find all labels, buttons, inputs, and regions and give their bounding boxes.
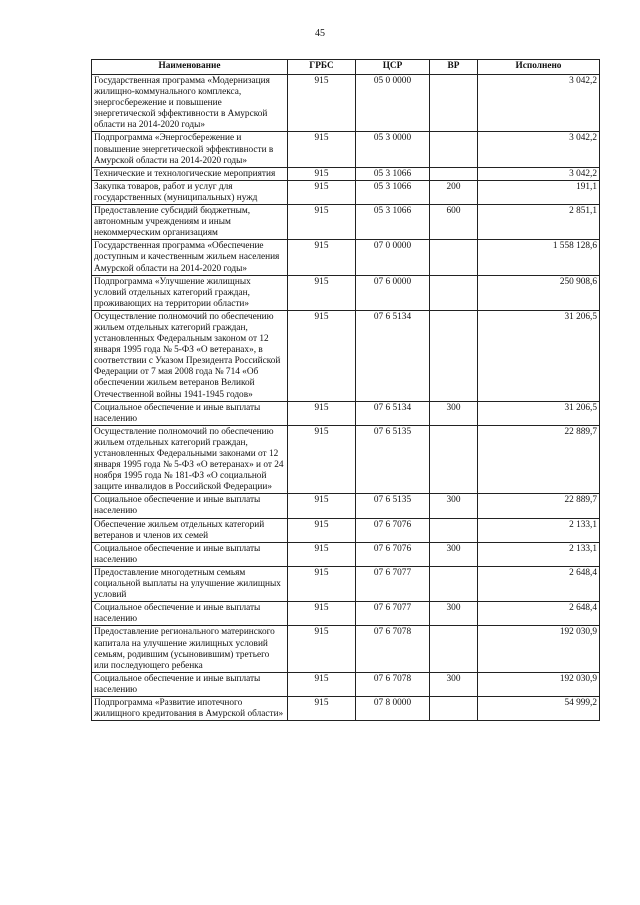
row-name: Обеспечение жильем отдельных категорий ветеранов и членов их семей [92, 518, 288, 542]
row-name: Социальное обеспечение и иные выплаты населению [92, 602, 288, 626]
row-amount: 54 999,2 [478, 696, 600, 720]
row-amount: 2 851,1 [478, 205, 600, 240]
row-grbs: 915 [288, 180, 356, 204]
row-grbs: 915 [288, 132, 356, 167]
row-amount: 3 042,2 [478, 167, 600, 180]
row-grbs: 915 [288, 542, 356, 566]
row-grbs: 915 [288, 566, 356, 601]
row-amount: 2 648,4 [478, 602, 600, 626]
row-csr: 07 0 0000 [356, 240, 430, 275]
table-row [92, 566, 600, 601]
row-amount: 3 042,2 [478, 132, 600, 167]
row-vr [430, 425, 478, 494]
header-name: Наименование [92, 60, 288, 75]
row-csr: 07 8 0000 [356, 696, 430, 720]
header-grbs: ГРБС [288, 60, 356, 75]
row-amount: 192 030,9 [478, 672, 600, 696]
row-name: Государственная программа «Модернизация жилищно-коммунального комплекса, энергосбережение и повышение энергетической эффективности в Амурской области на 2014-2020 годы» [92, 75, 288, 132]
table-row [92, 626, 600, 672]
table-row [92, 240, 600, 275]
table-row [92, 672, 600, 696]
row-vr [430, 75, 478, 132]
row-grbs: 915 [288, 518, 356, 542]
row-amount: 22 889,7 [478, 494, 600, 518]
page-number: 45 [315, 28, 325, 39]
row-grbs: 915 [288, 696, 356, 720]
table-row [92, 132, 600, 167]
row-name: Подпрограмма «Энергосбережение и повышение энергетической эффективности в Амурской области на 2014-2020 годы» [92, 132, 288, 167]
row-vr [430, 167, 478, 180]
header-amount: Исполнено [478, 60, 600, 75]
row-csr: 07 6 7078 [356, 672, 430, 696]
row-name: Социальное обеспечение и иные выплаты населению [92, 672, 288, 696]
row-grbs: 915 [288, 602, 356, 626]
row-csr: 07 6 5135 [356, 425, 430, 494]
row-amount: 250 908,6 [478, 275, 600, 310]
table-row [92, 542, 600, 566]
row-csr: 05 3 1066 [356, 205, 430, 240]
row-csr: 07 6 7077 [356, 566, 430, 601]
row-name: Закупка товаров, работ и услуг для государственных (муниципальных) нужд [92, 180, 288, 204]
row-csr: 05 3 1066 [356, 167, 430, 180]
row-vr: 200 [430, 180, 478, 204]
table-row [92, 602, 600, 626]
row-name: Предоставление многодетным семьям социальной выплаты на улучшение жилищных условий [92, 566, 288, 601]
row-grbs: 915 [288, 167, 356, 180]
table-row [92, 275, 600, 310]
row-amount: 2 133,1 [478, 542, 600, 566]
row-vr [430, 518, 478, 542]
row-vr: 300 [430, 542, 478, 566]
row-grbs: 915 [288, 494, 356, 518]
row-name: Социальное обеспечение и иные выплаты населению [92, 542, 288, 566]
row-vr [430, 132, 478, 167]
table-row [92, 167, 600, 180]
row-csr: 07 6 7078 [356, 626, 430, 672]
row-grbs: 915 [288, 310, 356, 401]
table-row [92, 425, 600, 494]
row-vr: 300 [430, 672, 478, 696]
table-row [92, 401, 600, 425]
header-vr: ВР [430, 60, 478, 75]
row-vr [430, 696, 478, 720]
row-csr: 07 6 5135 [356, 494, 430, 518]
row-vr [430, 275, 478, 310]
row-name: Предоставление субсидий бюджетным, автономным учреждениям и иным некоммерческим организациям [92, 205, 288, 240]
row-vr: 300 [430, 401, 478, 425]
budget-table [91, 59, 600, 721]
row-vr [430, 310, 478, 401]
row-grbs: 915 [288, 205, 356, 240]
row-amount: 31 206,5 [478, 310, 600, 401]
row-csr: 05 3 0000 [356, 132, 430, 167]
table-row [92, 310, 600, 401]
row-csr: 05 0 0000 [356, 75, 430, 132]
row-vr [430, 566, 478, 601]
table-row [92, 518, 600, 542]
row-amount: 191,1 [478, 180, 600, 204]
row-name: Государственная программа «Обеспечение доступным и качественным жильем населения Амурской области на 2014-2020 годы» [92, 240, 288, 275]
row-vr: 300 [430, 494, 478, 518]
row-amount: 2 133,1 [478, 518, 600, 542]
row-csr: 07 6 7077 [356, 602, 430, 626]
row-name: Осуществление полномочий по обеспечению жильем отдельных категорий граждан, установленных Федеральными законами от 12 января 1995 года № 5-ФЗ «О ветеранах» и от 24 ноября 1995 года № 181-ФЗ «О социальной защите инвалидов в Российской Федерации» [92, 425, 288, 494]
row-grbs: 915 [288, 75, 356, 132]
row-name: Технические и технологические мероприятия [92, 167, 288, 180]
table-row [92, 75, 600, 132]
row-name: Подпрограмма «Улучшение жилищных условий отдельных категорий граждан, проживающих на территории области» [92, 275, 288, 310]
row-grbs: 915 [288, 240, 356, 275]
row-name: Предоставление регионального материнского капитала на улучшение жилищных условий семьям, родившим (усыновившим) третьего или последующего ребенка [92, 626, 288, 672]
row-name: Подпрограмма «Развитие ипотечного жилищного кредитования в Амурской области» [92, 696, 288, 720]
row-name: Осуществление полномочий по обеспечению жильем отдельных категорий граждан, установленных Федеральным законом от 12 января 1995 года № 5-ФЗ «О ветеранах», в соответствии с Указом Президента Российской Федерации от 7 мая 2008 года № 714 «Об обеспечении жильем ветеранов Великой Отечественной войны 1941-1945 годов» [92, 310, 288, 401]
row-vr [430, 240, 478, 275]
row-csr: 07 6 7076 [356, 542, 430, 566]
row-csr: 07 6 0000 [356, 275, 430, 310]
row-amount: 2 648,4 [478, 566, 600, 601]
row-vr: 600 [430, 205, 478, 240]
table-row [92, 205, 600, 240]
row-grbs: 915 [288, 401, 356, 425]
row-vr [430, 626, 478, 672]
table-row [92, 180, 600, 204]
row-csr: 07 6 7076 [356, 518, 430, 542]
row-csr: 07 6 5134 [356, 401, 430, 425]
row-grbs: 915 [288, 425, 356, 494]
row-csr: 05 3 1066 [356, 180, 430, 204]
row-name: Социальное обеспечение и иные выплаты населению [92, 494, 288, 518]
row-vr: 300 [430, 602, 478, 626]
row-grbs: 915 [288, 672, 356, 696]
row-csr: 07 6 5134 [356, 310, 430, 401]
table-row [92, 696, 600, 720]
row-grbs: 915 [288, 275, 356, 310]
header-csr: ЦСР [356, 60, 430, 75]
table-body [92, 75, 600, 721]
row-amount: 1 558 128,6 [478, 240, 600, 275]
row-amount: 3 042,2 [478, 75, 600, 132]
row-grbs: 915 [288, 626, 356, 672]
table-row [92, 494, 600, 518]
row-amount: 22 889,7 [478, 425, 600, 494]
row-amount: 192 030,9 [478, 626, 600, 672]
row-amount: 31 206,5 [478, 401, 600, 425]
row-name: Социальное обеспечение и иные выплаты населению [92, 401, 288, 425]
table-header-row [92, 60, 600, 75]
